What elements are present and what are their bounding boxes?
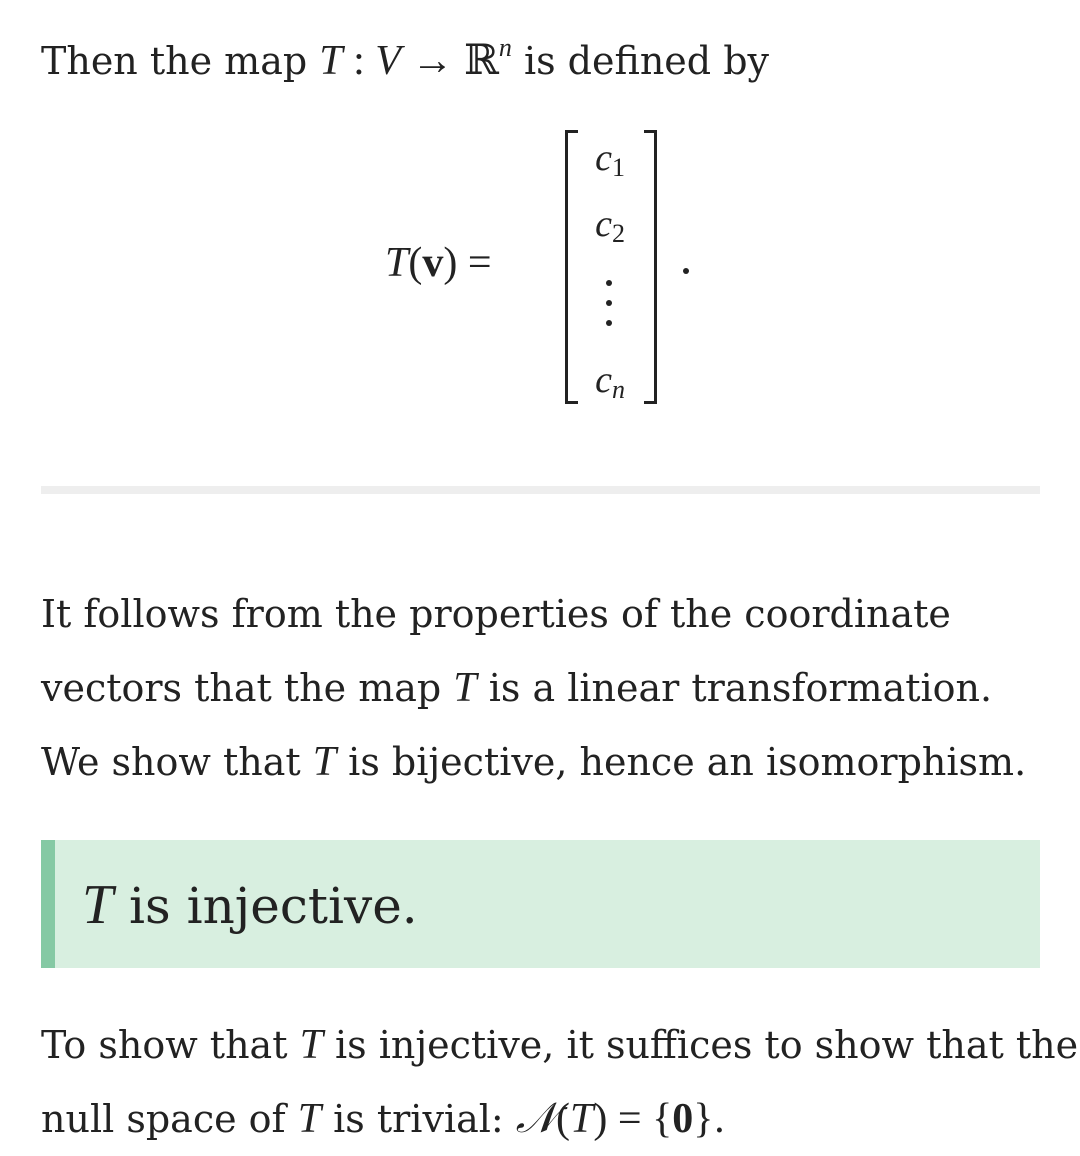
text: is a linear transformation. — [476, 666, 993, 710]
para2-line1: It follows from the properties of the coordinate — [41, 592, 951, 636]
equation-lhs — [385, 232, 492, 293]
entry-subscript: n — [611, 375, 625, 404]
para2-line3 — [41, 725, 1041, 799]
entry-symbol: c — [595, 203, 612, 245]
math-T: T — [82, 874, 114, 936]
text: is injective, it suffices to show that the — [322, 1023, 1079, 1067]
math-right-brace: } — [693, 1096, 714, 1142]
callout-text: is injective. — [113, 877, 418, 935]
math-T: T — [312, 739, 337, 785]
math-V: V — [375, 38, 401, 84]
matrix-entry-c1 — [580, 136, 640, 190]
entry-symbol: c — [595, 359, 612, 401]
math-exponent-n: n — [498, 33, 512, 62]
math-R: ℝ — [463, 38, 499, 84]
intro-text-after: is defined by — [511, 39, 769, 83]
intro-text-before: Then the map — [41, 39, 320, 83]
paragraph-null-space — [41, 1008, 1079, 1156]
math-T: T — [299, 1022, 323, 1068]
matrix-entry-cn — [580, 358, 640, 412]
injective-callout — [41, 840, 1040, 968]
eq-equals: = — [457, 240, 492, 286]
math-T: T — [570, 1096, 594, 1142]
text: null space of — [41, 1097, 298, 1141]
entry-subscript: 2 — [611, 219, 625, 248]
text: vectors that the map — [41, 666, 454, 710]
eq-vector-v: v — [422, 240, 444, 286]
para2-line2 — [41, 651, 1041, 725]
eq-open-paren: ( — [408, 240, 423, 286]
eq-T: T — [385, 240, 409, 286]
math-T: T — [453, 665, 477, 711]
paragraph-linear-transformation — [41, 577, 1041, 799]
math-T: T — [297, 1096, 322, 1142]
entry-subscript: 1 — [611, 153, 625, 182]
math-arrow: → — [400, 38, 464, 84]
section-divider — [41, 486, 1040, 494]
math-left-brace: { — [652, 1096, 673, 1142]
math-equals: = — [607, 1096, 653, 1142]
matrix-entry-c2 — [580, 202, 640, 256]
text: is trivial: — [321, 1097, 516, 1141]
entry-symbol: c — [595, 137, 612, 179]
equation-period — [683, 268, 689, 274]
math-null-space-N: 𝒩 — [515, 1096, 557, 1142]
matrix-left-bracket — [565, 130, 578, 404]
para3-line2 — [41, 1082, 1041, 1156]
eq-close-paren: ) — [443, 240, 458, 286]
callout-accent-bar — [41, 840, 55, 968]
vertical-dots — [606, 280, 614, 330]
text: We show that — [41, 740, 313, 784]
text: is bijective, hence an isomorphism. — [336, 740, 1027, 784]
math-open-paren: ( — [556, 1096, 571, 1142]
text: To show that — [41, 1023, 300, 1067]
text-period: . — [713, 1097, 726, 1141]
callout-heading — [82, 868, 418, 943]
intro-text — [41, 11, 1041, 98]
para3-line1 — [41, 1008, 1079, 1082]
math-zero-vector: 0 — [672, 1096, 694, 1142]
math-close-paren: ) — [593, 1096, 608, 1142]
matrix-right-bracket — [644, 130, 657, 404]
math-colon: : — [342, 38, 376, 84]
math-T: T — [319, 38, 343, 84]
